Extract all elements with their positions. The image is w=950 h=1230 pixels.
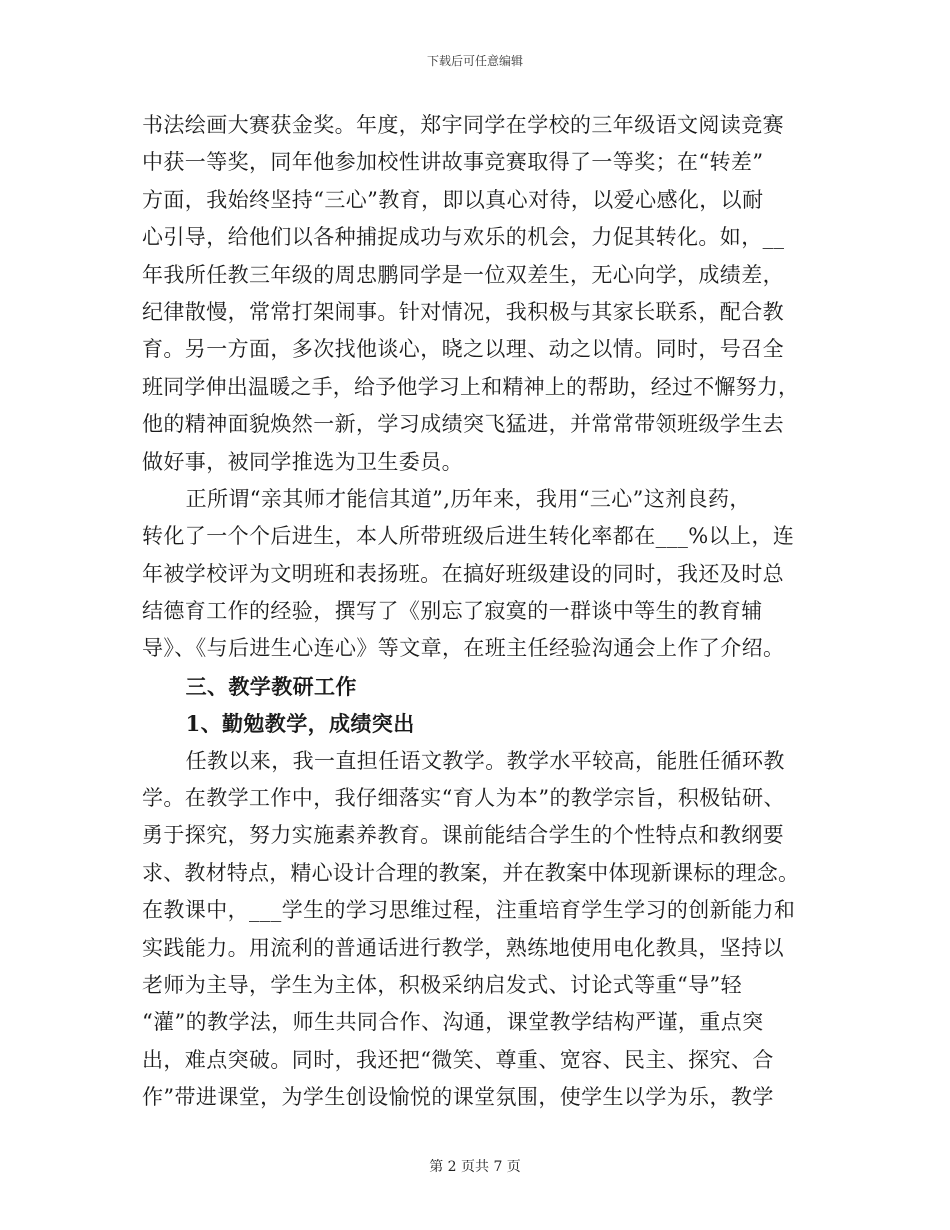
text-line: 年我所任教三年级的周忠鹏同学是一位双差生，无心向学，成绩差， [142,262,784,287]
page-header: 下载后可任意编辑 [426,54,523,68]
text-line: 学。在教学工作中，我仔细落实“育人为本”的教学宗旨，积极钻研、 [142,786,785,811]
text-line: 导》、《与后进生心连心》等文章，在班主任经验沟通会上作了介绍。 [142,636,785,661]
text-line: 转化了一个个后进生，本人所带班级后进生转化率都在___%以上，连 [142,524,795,549]
text-line: 任教以来，我一直担任语文教学。教学水平较高，能胜任循环教 [185,748,785,773]
text-line: 勇于探究，努力实施素养教育。课前能结合学生的个性特点和教纲要 [142,823,784,848]
text-line: 中获一等奖，同年他参加校性讲故事竞赛取得了一等奖；在“转差” [142,150,764,175]
text-line: 年被学校评为文明班和表扬班。在搞好班级建设的同时，我还及时总 [142,561,784,586]
text-line: 老师为主导，学生为主体，积极采纳启发式、讨论式等重“导”轻 [142,972,743,997]
text-line: 他的精神面貌焕然一新，学习成绩突飞猛进，并常常带领班级学生去 [142,412,784,437]
text-line: 出，难点突破。同时，我还把“微笑、尊重、宽容、民主、探究、合 [142,1047,774,1072]
section-heading: 三、教学教研工作 [185,673,357,699]
text-line: 书法绘画大赛获金奖。年度，郑宇同学在学校的三年级语文阅读竞赛 [142,113,784,137]
text-line: 求、教材特点，精心设计合理的教案，并在教案中体现新课标的理念。 [142,860,800,885]
text-line: 方面，我始终坚持“三心”教育，即以真心对待，以爱心感化，以耐 [142,187,764,212]
text-line: 实践能力。用流利的普通话进行教学，熟练地使用电化教具，坚持以 [142,935,784,960]
text-line: “灌”的教学法，师生共同合作、沟通，课堂教学结构严谨，重点突 [142,1010,764,1035]
text-line: 作”带进课堂，为学生创设愉悦的课堂氛围，使学生以学为乐，教学 [142,1085,774,1110]
text-line: 在教课中，___学生的学习思维过程，注重培育学生学习的创新能力和 [142,898,796,923]
section-heading: 1、勤勉教学，成绩突出 [185,711,415,737]
text-line: 纪律散慢，常常打架闹事。针对情况，我积极与其家长联系，配合教 [142,299,784,324]
text-line: 结德育工作的经验，撰写了《别忘了寂寞的一群谈中等生的教育辅 [142,599,763,624]
text-line: 心引导，给他们以各种捕捉成功与欢乐的机会，力促其转化。如，__ [142,225,785,250]
text-line: 做好事，被同学推选为卫生委员。 [142,449,463,474]
text-line: 班同学伸出温暖之手，给予他学习上和精神上的帮助，经过不懈努力， [142,374,800,399]
page-footer: 第 2 页共 7 页 [429,1159,521,1175]
text-line: 育。另一方面，多次找他谈心，晓之以理、动之以情。同时，号召全 [142,337,784,362]
text-line: 正所谓“亲其师才能信其道”,历年来，我用“三心”这剂良药， [185,486,751,511]
document-body [142,107,802,1117]
